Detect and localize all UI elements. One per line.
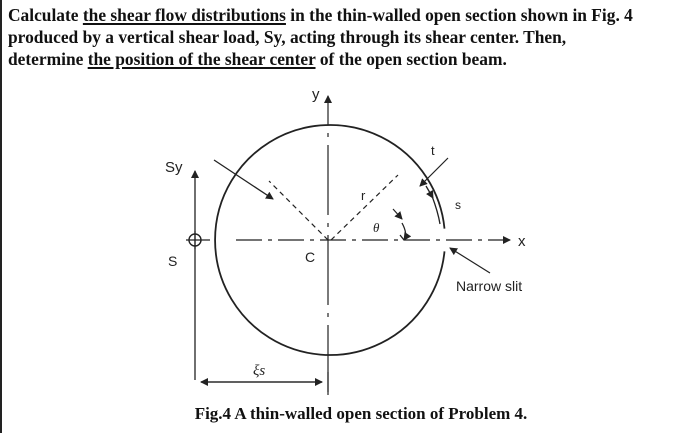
underlined-task-shear-center: the position of the shear center [87, 49, 316, 69]
y-axis-label: y [312, 86, 320, 103]
theta-label: θ [373, 220, 380, 235]
thickness-pointer [420, 158, 448, 186]
arc-length-label: s [455, 198, 461, 212]
theta-arc-start-icon [393, 209, 402, 219]
problem-text: determine [8, 49, 88, 69]
problem-text: Calculate [8, 5, 83, 25]
x-axis-label: x [518, 233, 526, 250]
slit-label: Narrow slit [456, 278, 523, 294]
figure-caption: Fig.4 A thin-walled open section of Problem 4. [194, 404, 528, 423]
radius-label: r [361, 188, 366, 203]
underlined-task-shear-flow: the shear flow distributions [82, 5, 286, 25]
thickness-label: t [431, 143, 435, 158]
wall-pointer [214, 160, 273, 199]
wall-diameter-line [269, 181, 328, 240]
centroid-label: C [305, 249, 316, 265]
problem-text: of the open section beam. [315, 49, 507, 69]
problem-line-2: produced by a vertical shear load, Sy, acting through its shear center. Then, [8, 27, 567, 47]
offset-label: ξs [253, 363, 266, 379]
load-label: Sy [165, 159, 183, 176]
radius-line [331, 175, 398, 240]
slit-pointer [450, 248, 490, 273]
problem-text: in the thin-walled open section shown in Fig. 4 [285, 5, 633, 25]
shear-center-label: S [168, 253, 178, 269]
